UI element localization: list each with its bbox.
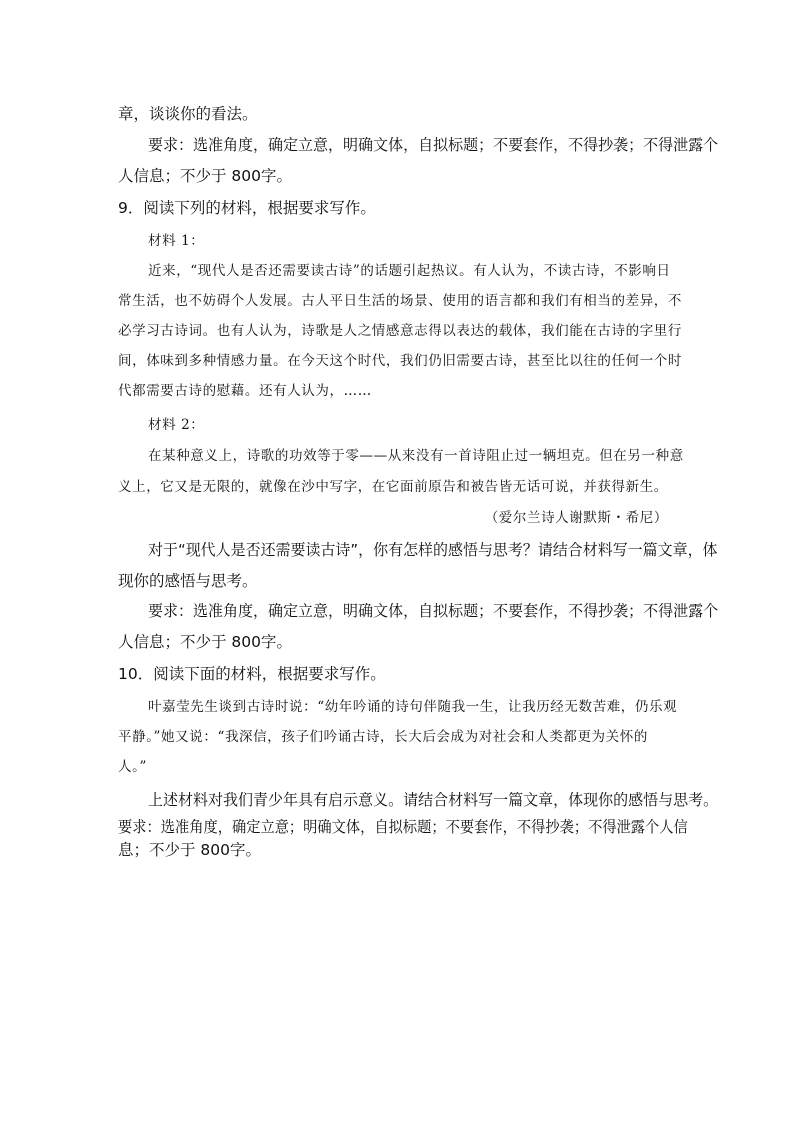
requirement-line: 人信息；不少于 800字。: [118, 633, 293, 651]
material-line: 义上，它又是无限的，就像在沙中写字，在它面前原告和被告皆无话可说，并获得新生。: [118, 479, 668, 495]
requirement-line: 息；不少于 800字。: [118, 841, 262, 859]
material-line: 必学习古诗词。也有人认为，诗歌是人之情感意志得以表达的载体，我们能在古诗的字里行: [118, 323, 682, 339]
prompt-line: 对于“现代人是否还需要读古诗”，你有怎样的感悟与思考？请结合材料写一篇文章，体: [148, 541, 718, 559]
material-line: 人。”: [118, 759, 147, 775]
material-line: 代都需要古诗的慰藉。还有人认为，……: [118, 383, 372, 399]
material-line: 常生活，也不妨碍个人发展。古人平日生活的场景、使用的语言都和我们有相当的差异，不: [118, 293, 682, 309]
material-line: 间，体味到多种情感力量。在今天这个时代，我们仍旧需要古诗，甚至比以往的任何一个时: [118, 353, 682, 369]
material-label: 材料 2：: [148, 417, 205, 433]
requirement-line: 要求：选准角度，确定立意，明确文体，自拟标题；不要套作，不得抄袭；不得泄露个: [148, 602, 719, 620]
question-heading-9: 9．阅读下列的材料，根据要求写作。: [118, 199, 376, 217]
prompt-line: 上述材料对我们青少年具有启示意义。请结合材料写一篇文章，体现你的感悟与思考。: [148, 791, 719, 809]
material-line: 叶嘉莹先生谈到古诗时说：“幼年吟诵的诗句伴随我一生，让我历经无数苦难，仍乐观: [148, 699, 678, 715]
material-line: 在某种意义上，诗歌的功效等于零——从来没有一首诗阻止过一辆坦克。但在另一种意: [148, 448, 684, 464]
material-line: 平静。”她又说：“我深信，孩子们吟诵古诗，长大后会成为对社会和人类都更为关怀的: [118, 729, 648, 745]
attribution: （爱尔兰诗人谢默斯・希尼）: [484, 510, 668, 526]
material-label: 材料 1：: [148, 233, 205, 249]
question-heading-10: 10．阅读下面的材料，根据要求写作。: [118, 665, 386, 683]
requirement-line: 人信息；不少于 800字。: [118, 167, 293, 185]
requirement-line: 要求：选准角度，确定立意；明确文体，自拟标题；不要套作，不得抄袭；不得泄露个人信: [118, 818, 688, 836]
material-line: 近来，“现代人是否还需要读古诗”的话题引起热议。有人认为，不读古诗，不影响日: [148, 263, 671, 279]
paragraph-line: 章，谈谈你的看法。: [118, 105, 258, 123]
prompt-line: 现你的感悟与思考。: [118, 572, 258, 590]
requirement-line: 要求：选准角度，确定立意，明确文体，自拟标题；不要套作，不得抄袭；不得泄露个: [148, 136, 719, 154]
